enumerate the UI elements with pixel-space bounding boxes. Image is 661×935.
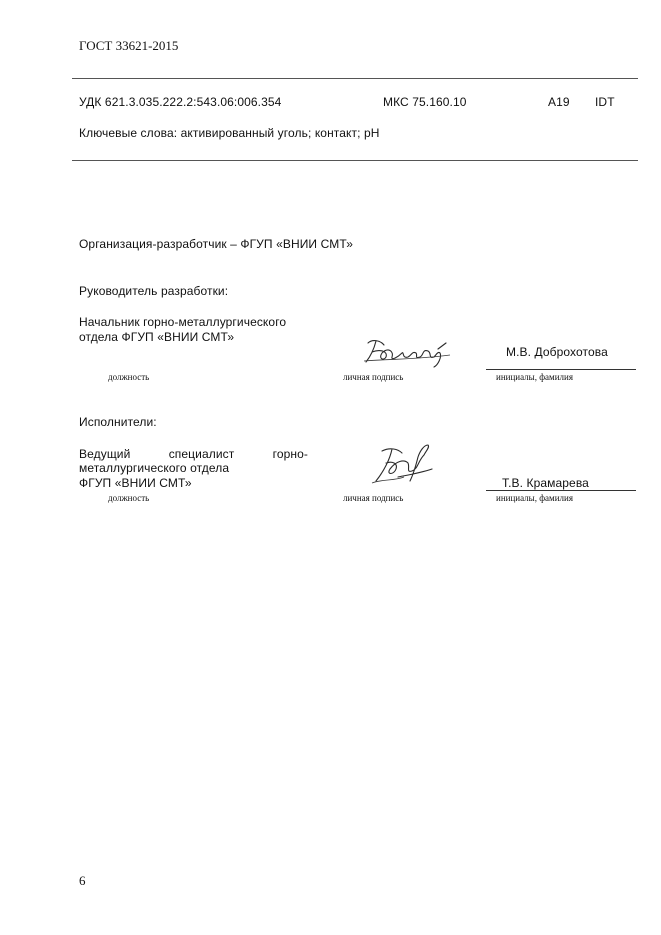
standard-number: ГОСТ 33621-2015 xyxy=(79,38,179,53)
leader-position-line1: Начальник горно-металлургического xyxy=(79,315,287,329)
executor-position-word: Ведущий xyxy=(79,447,131,461)
leader-caption-name: инициалы, фамилия xyxy=(496,372,573,382)
leader-name: М.В. Доброхотова xyxy=(506,345,608,359)
page-number: 6 xyxy=(79,873,86,888)
executor-position-word: горно- xyxy=(272,447,308,461)
executor-caption-signature: личная подпись xyxy=(343,493,404,503)
leader-caption-signature: личная подпись xyxy=(343,372,404,382)
leader-position-line2: отдела ФГУП «ВНИИ СМТ» xyxy=(79,330,235,344)
executor-name-underline xyxy=(486,490,636,491)
leadership-label: Руководитель разработки: xyxy=(79,284,229,298)
executors-label: Исполнители: xyxy=(79,415,157,429)
leader-caption-position: должность xyxy=(108,372,150,382)
udk-code: УДК 621.3.035.222.2:543.06:006.354 xyxy=(79,95,282,109)
leader-name-underline xyxy=(486,369,636,370)
mks-code: МКС 75.160.10 xyxy=(383,95,467,109)
leader-signature xyxy=(362,335,454,369)
executor-caption-name: инициалы, фамилия xyxy=(496,493,573,503)
executor-caption-position: должность xyxy=(108,493,150,503)
executor-position-line1 xyxy=(79,447,308,461)
okstu-code: А19 xyxy=(548,95,570,109)
executor-position-word: специалист xyxy=(168,447,235,461)
top-divider xyxy=(72,78,638,79)
executor-name: Т.В. Крамарева xyxy=(502,476,589,490)
developer-organization: Организация-разработчик – ФГУП «ВНИИ СМТ» xyxy=(79,237,353,251)
executor-position-line2: металлургического отдела xyxy=(79,461,230,475)
executor-position-line3: ФГУП «ВНИИ СМТ» xyxy=(79,476,192,490)
idt-marker: IDT xyxy=(595,95,615,109)
bottom-divider xyxy=(72,160,638,161)
executor-signature xyxy=(368,441,438,491)
keywords: Ключевые слова: активированный уголь; контакт; pH xyxy=(79,126,380,140)
